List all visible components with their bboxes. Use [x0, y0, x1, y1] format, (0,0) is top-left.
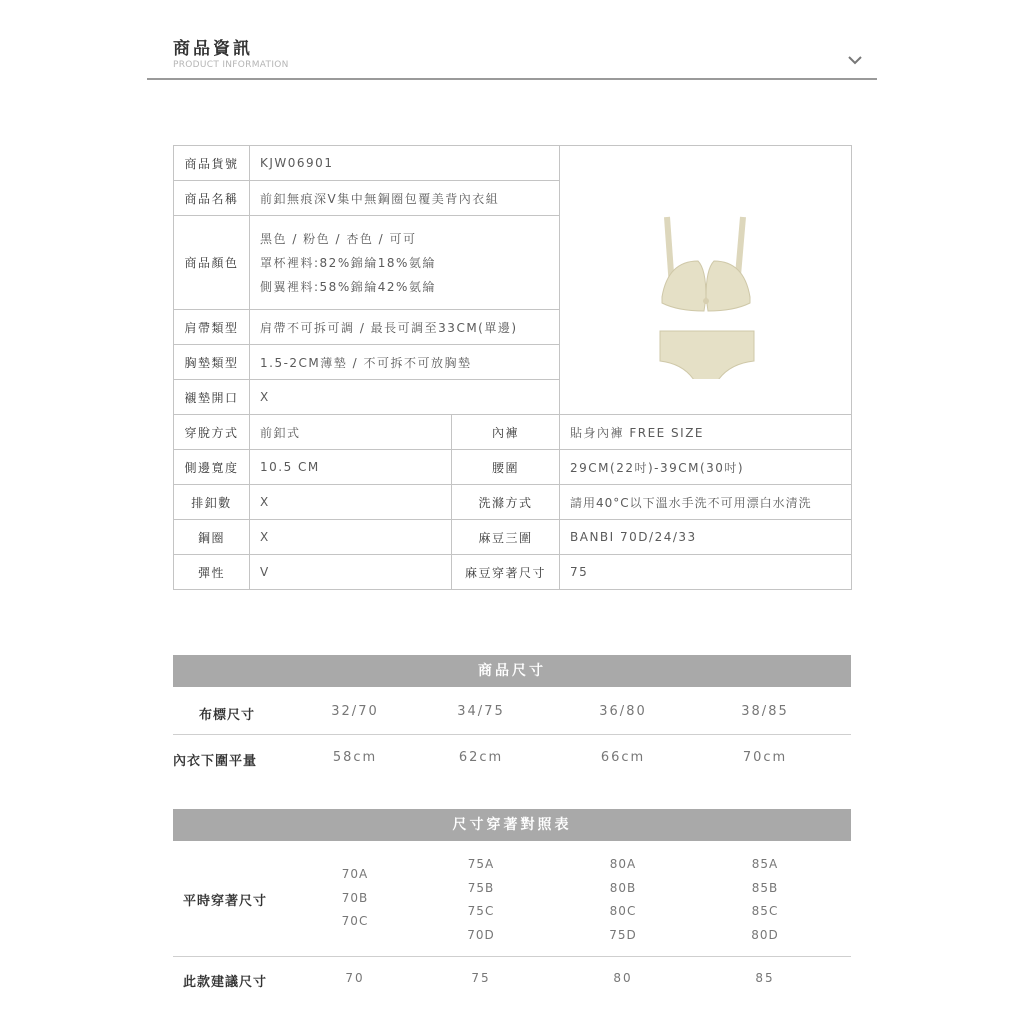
- size-item: 80C: [609, 904, 637, 918]
- size-item: 80B: [609, 880, 637, 895]
- under-bust-value: 58cm: [332, 750, 378, 765]
- table-row: [174, 450, 852, 485]
- size-item: 75C: [467, 904, 495, 918]
- waist-label: 腰圍: [452, 450, 560, 485]
- under-bust-value: 70cm: [742, 750, 788, 765]
- size-item: 75B: [467, 880, 495, 895]
- color-value: [250, 216, 560, 310]
- side-label: 側邊寬度: [174, 450, 250, 485]
- lingerie-set-illustration: [606, 179, 806, 379]
- recommended-size-label: 此款建議尺寸: [183, 975, 268, 990]
- sku-label: 商品貨號: [174, 146, 250, 181]
- strap-value: 肩帶不可拆可調 / 最長可調至33CM(單邊): [250, 310, 560, 345]
- waist-value: 29CM(22吋)-39CM(30吋): [560, 450, 852, 485]
- panty-value: 貼身內褲 FREE SIZE: [560, 415, 852, 450]
- section-header: [147, 32, 877, 80]
- chevron-down-icon[interactable]: [847, 54, 863, 66]
- panty-label: 內褲: [452, 415, 560, 450]
- wire-label: 鋼圈: [174, 520, 250, 555]
- opening-label: 襯墊開口: [174, 380, 250, 415]
- wear-value: 前釦式: [250, 415, 452, 450]
- product-info-table: [173, 145, 852, 590]
- pad-value: 1.5-2CM薄墊 / 不可拆不可放胸墊: [250, 345, 560, 380]
- size-item: 85B: [751, 880, 779, 895]
- opening-value: X: [250, 380, 560, 415]
- model-size-label: 麻豆穿著尺寸: [452, 555, 560, 590]
- name-value: 前釦無痕深V集中無鋼圈包覆美背內衣組: [250, 181, 560, 216]
- section-title: 商品資訊: [173, 39, 253, 59]
- elastic-value: V: [250, 555, 452, 590]
- hooks-value: X: [250, 485, 452, 520]
- size-item: 85C: [751, 904, 779, 918]
- table-row: [174, 555, 852, 590]
- tag-size-label: 布標尺寸: [199, 708, 256, 723]
- usual-size-label: 平時穿著尺寸: [183, 894, 268, 909]
- tag-size-value: 32/70: [331, 704, 379, 719]
- recommended-size-value: 70: [345, 971, 365, 985]
- table-row: [174, 520, 852, 555]
- size-item: 80D: [751, 927, 779, 942]
- table-row: [174, 415, 852, 450]
- recommended-size-value: 85: [755, 971, 775, 985]
- size-item: 70D: [467, 927, 495, 942]
- size-item: 85A: [751, 857, 779, 871]
- model-label: 麻豆三圍: [452, 520, 560, 555]
- pad-label: 胸墊類型: [174, 345, 250, 380]
- usual-size-group: [715, 853, 815, 947]
- under-bust-value: 62cm: [458, 750, 504, 765]
- table-row: [174, 146, 852, 181]
- tag-size-value: 38/85: [741, 704, 789, 719]
- size-item: 70A: [341, 867, 369, 881]
- model-value: BANBI 70D/24/33: [560, 520, 852, 555]
- tag-size-value: 36/80: [599, 704, 647, 719]
- size-item: 75D: [609, 927, 637, 942]
- colors-text: 黑色 / 粉色 / 杏色 / 可可: [260, 231, 417, 246]
- divider: [173, 956, 851, 957]
- wash-label: 洗滌方式: [452, 485, 560, 520]
- usual-size-group: [431, 853, 531, 947]
- product-image: [560, 146, 852, 415]
- elastic-label: 彈性: [174, 555, 250, 590]
- recommended-size-value: 80: [613, 971, 633, 985]
- strap-label: 肩帶類型: [174, 310, 250, 345]
- hooks-label: 排釦數: [174, 485, 250, 520]
- fit-chart-header: 尺寸穿著對照表: [173, 809, 851, 841]
- sku-value: KJW06901: [250, 146, 560, 181]
- color-label: 商品顏色: [174, 216, 250, 310]
- product-size-header: 商品尺寸: [173, 655, 851, 687]
- under-bust-label: 內衣下圍平量: [173, 754, 258, 769]
- cup-lining-text: 罩杯裡料:82%錦綸18%氨綸: [260, 255, 436, 270]
- size-item: 75A: [467, 857, 495, 871]
- model-size-value: 75: [560, 555, 852, 590]
- size-item: 70B: [341, 890, 369, 905]
- wire-value: X: [250, 520, 452, 555]
- table-row: [174, 485, 852, 520]
- under-bust-value: 66cm: [600, 750, 646, 765]
- recommended-size-value: 75: [471, 971, 491, 985]
- tag-size-value: 34/75: [457, 704, 505, 719]
- usual-size-group: [305, 863, 405, 934]
- section-subtitle: PRODUCT INFORMATION: [173, 60, 289, 70]
- side-lining-text: 側翼裡料:58%錦綸42%氨綸: [260, 279, 436, 294]
- wash-value: 請用40°C以下溫水手洗不可用漂白水清洗: [560, 485, 852, 520]
- name-label: 商品名稱: [174, 181, 250, 216]
- usual-size-group: [573, 853, 673, 947]
- size-item: 80A: [609, 857, 637, 871]
- divider: [173, 734, 851, 735]
- size-item: 70C: [341, 914, 369, 928]
- wear-label: 穿脫方式: [174, 415, 250, 450]
- side-value: 10.5 CM: [250, 450, 452, 485]
